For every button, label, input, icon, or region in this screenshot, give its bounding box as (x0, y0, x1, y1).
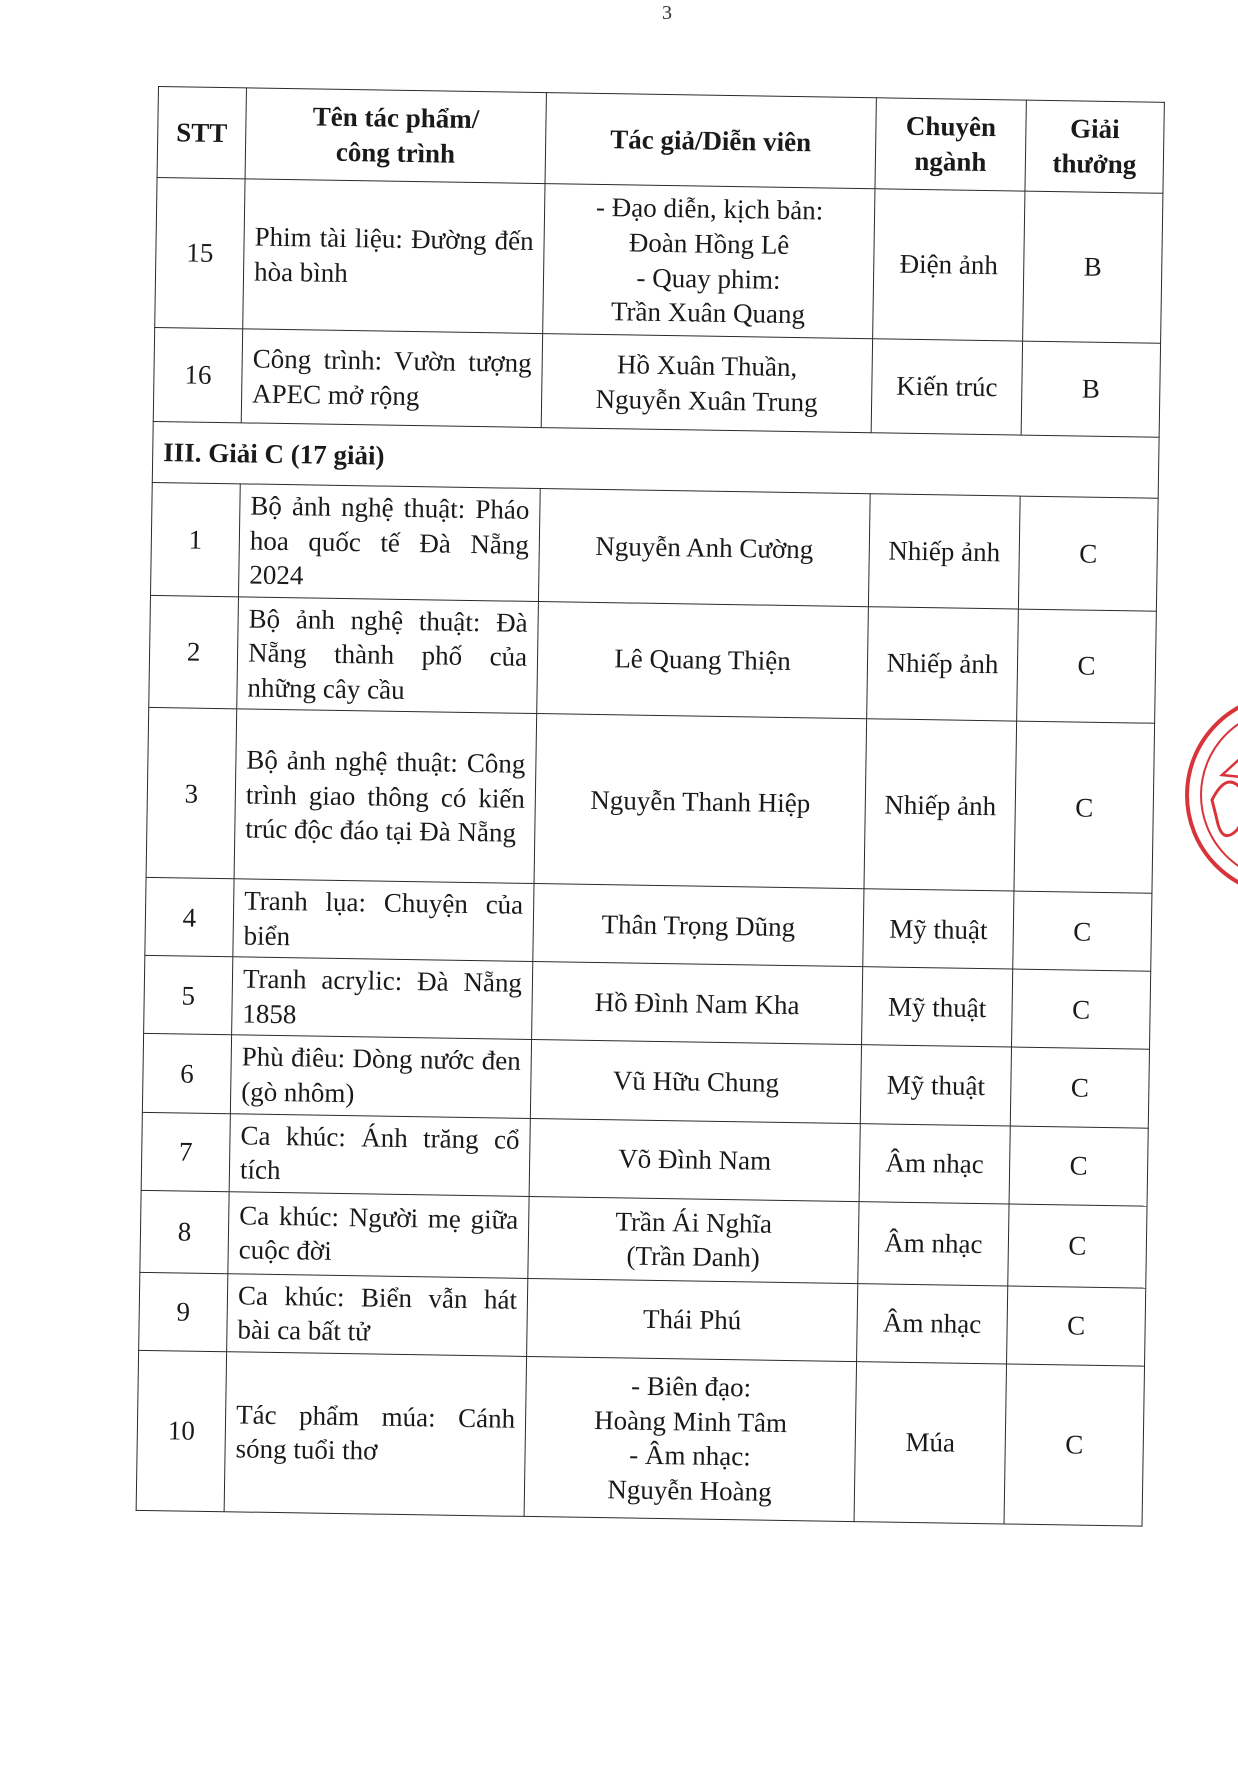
header-field-line2: ngành (914, 145, 987, 178)
author-line: Hoàng Minh Tâm (593, 1404, 788, 1438)
row-stt: 15 (155, 177, 245, 328)
author-line: Đoàn Hồng Lê (628, 227, 790, 260)
header-field-line1: Chuyên (905, 111, 997, 143)
row-title: Bộ ảnh nghệ thuật: Công trình giao thông có kiến trúc độc đáo tại Đà Nẵng (234, 709, 537, 884)
row-title: Tranh lụa: Chuyện của biển (233, 879, 534, 962)
author-line: Trần Xuân Quang (610, 296, 806, 330)
author-line: - Quay phim: (636, 262, 781, 295)
page-number: 3 (662, 2, 672, 24)
header-field (875, 98, 1026, 191)
author-line: (Trần Danh) (626, 1240, 761, 1273)
row-award: C (1013, 891, 1152, 971)
row-author (537, 601, 869, 719)
row-award: C (1010, 1047, 1149, 1127)
row-title: Ca khúc: Ánh trăng cổ tích (229, 1113, 530, 1196)
row-stt: 1 (151, 482, 241, 596)
row-stt: 4 (145, 878, 234, 957)
seal-outer-ring (1187, 695, 1238, 895)
row-field: Mỹ thuật (862, 967, 1013, 1047)
row-stt: 8 (140, 1190, 229, 1273)
table-body-award-c (136, 482, 1158, 1525)
author-line: Trần Ái Nghĩa (615, 1205, 773, 1239)
row-author (538, 489, 870, 607)
row-award: C (1017, 609, 1157, 724)
table-header-row (157, 87, 1164, 194)
row-stt: 2 (149, 595, 239, 709)
row-stt: 3 (146, 708, 237, 879)
row-title: Tranh acrylic: Đà Nẵng 1858 (232, 957, 533, 1040)
row-field: Âm nhạc (858, 1201, 1009, 1285)
header-award (1025, 100, 1164, 193)
row-award: C (1004, 1364, 1144, 1526)
author-line: - Đạo diễn, kịch bản: (595, 192, 824, 226)
row-stt: 5 (144, 956, 233, 1035)
row-title: Bộ ảnh nghệ thuật: Pháo hoa quốc tế Đà Nẵng 2024 (238, 484, 540, 601)
row-stt: 16 (153, 327, 242, 422)
table-row (146, 708, 1155, 894)
header-title (245, 88, 546, 184)
row-award: C (1007, 1286, 1146, 1366)
table-row (151, 482, 1159, 610)
row-author (534, 714, 867, 889)
table-row (140, 1190, 1147, 1288)
row-author (527, 1278, 858, 1361)
row-award: C (1012, 969, 1151, 1049)
author-line: - Âm nhạc: (629, 1439, 752, 1472)
header-award-line1: Giải (1069, 113, 1120, 145)
table-body-award-b (153, 177, 1163, 437)
author-line: Vũ Hữu Chung (612, 1065, 780, 1098)
row-title: Phù điêu: Dòng nước đen (gò nhôm) (230, 1035, 531, 1118)
row-stt: 9 (139, 1272, 228, 1351)
row-field: Mỹ thuật (863, 889, 1014, 969)
header-title-line1: Tên tác phẩm/ (312, 101, 480, 135)
author-line: Nguyễn Anh Cường (595, 530, 814, 564)
row-title: Phim tài liệu: Đường đến hòa bình (243, 179, 545, 334)
row-award: B (1023, 191, 1163, 343)
row-field: Âm nhạc (857, 1283, 1008, 1363)
row-stt: 6 (142, 1034, 231, 1113)
seal-emblem (1212, 782, 1238, 836)
row-author (524, 1356, 856, 1521)
header-title-line2: công trình (335, 136, 456, 169)
row-field: Kiến trúc (871, 339, 1022, 435)
table-row (155, 177, 1163, 343)
table-row (153, 327, 1160, 437)
row-award: C (1009, 1126, 1148, 1206)
author-line: Nguyễn Thanh Hiệp (590, 784, 811, 818)
row-award: C (1008, 1204, 1147, 1288)
author-line: Nguyễn Xuân Trung (595, 383, 818, 417)
table-row (149, 595, 1157, 723)
author-line: Nguyễn Hoàng (607, 1474, 772, 1507)
row-award: B (1021, 341, 1160, 437)
row-author (541, 334, 872, 433)
row-title: Ca khúc: Biển vẫn hát bài ca bất tử (227, 1273, 528, 1356)
row-award: C (1018, 496, 1158, 611)
header-author: Tác giả/Diễn viên (545, 93, 876, 189)
row-author (532, 962, 863, 1045)
row-field: Nhiếp ảnh (868, 494, 1020, 609)
author-line: Thân Trọng Dũng (601, 908, 796, 942)
author-line: Võ Đình Nam (617, 1143, 772, 1176)
row-title: Ca khúc: Người mẹ giữa cuộc đời (228, 1191, 529, 1278)
row-stt: 10 (136, 1350, 227, 1511)
author-line: Thái Phú (642, 1303, 742, 1336)
row-author (543, 184, 875, 339)
row-field: Âm nhạc (859, 1123, 1010, 1203)
row-field: Điện ảnh (873, 189, 1025, 341)
header-stt: STT (157, 87, 246, 179)
red-seal-stamp (1182, 680, 1238, 910)
row-field: Mỹ thuật (860, 1045, 1011, 1125)
awards-table (136, 86, 1165, 1526)
row-author (528, 1196, 859, 1283)
author-line: Hồ Đình Nam Kha (594, 986, 800, 1020)
row-title: Bộ ảnh nghệ thuật: Đà Nẵng thành phố của những cây cầu (237, 596, 539, 713)
row-field: Nhiếp ảnh (864, 719, 1017, 891)
section-title: III. Giải C (17 giải) (152, 421, 1159, 498)
author-line: Lê Quang Thiện (614, 643, 791, 677)
row-field: Nhiếp ảnh (867, 606, 1019, 721)
row-stt: 7 (141, 1112, 230, 1191)
author-line: Hồ Xuân Thuần, (616, 349, 798, 383)
row-author (530, 1040, 861, 1123)
seal-star (1222, 755, 1238, 778)
table-row (136, 1350, 1144, 1526)
row-title: Tác phẩm múa: Cánh sóng tuổi thơ (224, 1351, 526, 1516)
header-award-line2: thưởng (1052, 148, 1137, 180)
row-award: C (1014, 721, 1155, 893)
author-line: - Biên đạo: (630, 1370, 752, 1403)
row-author (529, 1118, 860, 1201)
row-author (533, 884, 864, 967)
row-title: Công trình: Vườn tượng APEC mở rộng (241, 329, 542, 428)
row-field: Múa (854, 1361, 1006, 1523)
